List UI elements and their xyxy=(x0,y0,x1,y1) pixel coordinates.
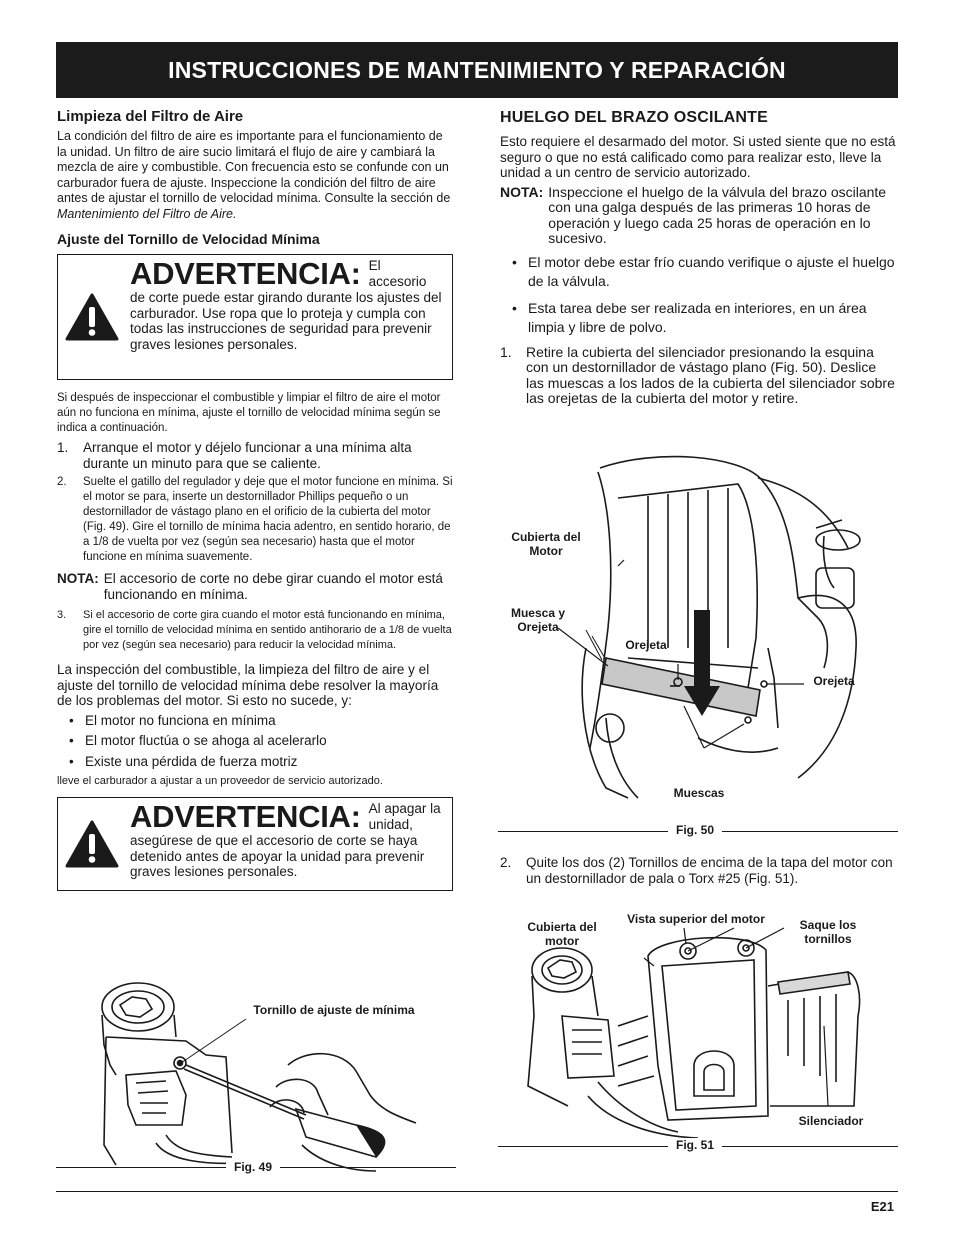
rocker-arm-heading: HUELGO DEL BRAZO OSCILANTE xyxy=(500,109,769,126)
list-item: • El motor fluctúa o se ahoga al acelerarlo xyxy=(69,733,327,748)
after-list-text: lleve el carburador a ajustar a un proveedor de servicio autorizado. xyxy=(57,775,383,787)
fig51-label-engine-cover: Cubierta del motor xyxy=(527,920,597,948)
list-item: • Esta tarea debe ser realizada en interiores, en un área limpia y libre de polvo. xyxy=(512,299,867,335)
fig51-label-top-view: Vista superior del motor xyxy=(627,912,765,926)
footer-rule xyxy=(56,1191,898,1192)
air-filter-reference: Mantenimiento del Filtro de Aire. xyxy=(57,206,237,221)
fig51-caption: Fig. 51 xyxy=(668,1138,722,1152)
warning-triangle-icon xyxy=(58,798,126,890)
fig50-caption: Fig. 50 xyxy=(668,823,722,837)
list-item: • El motor no funciona en mínima xyxy=(69,712,276,728)
warning-1-word: ADVERTENCIA: xyxy=(130,256,361,291)
fig50-label-engine-cover: Cubierta del Motor xyxy=(511,530,581,558)
figure-49 xyxy=(56,975,456,1175)
warning-2-text: asegúrese de que el accesorio de corte se haya detenido antes de apoyar la unidad para prevenir graves lesiones personales. xyxy=(130,833,425,879)
warning-box-1 xyxy=(57,254,453,380)
page-header-banner xyxy=(56,42,898,98)
warning-1-text: de corte puede estar girando durante los ajustes del carburador. Use ropa que lo proteja y cumpla con todas las instrucciones de seguridad para prevenir graves lesiones personales. xyxy=(130,290,442,352)
fig50-label-notches: Muescas xyxy=(673,786,725,800)
page-title: INSTRUCCIONES DE MANTENIMIENTO Y REPARACIÓN xyxy=(168,56,786,83)
idle-step-1: 1. Arranque el motor y déjelo funcionar a una mínima alta durante un minuto para que se caliente. xyxy=(57,440,412,471)
list-item: • El motor debe estar frío cuando verifique o ajuste el huelgo de la válvula. xyxy=(512,253,895,289)
air-filter-text: La condición del filtro de aire es importante para el funcionamiento de la unidad. Un filtro de aire sucio limitará el flujo de aire y cambiará la mezcla de aire y combustible. Con frecuencia esto se confunde con un carburador fuera de ajuste. Inspeccione la condición del filtro de aire antes de ajustar el tornillo de velocidad mínima. Consulte la sección de xyxy=(57,129,451,205)
idle-step-3: 3. Si el accesorio de corte gira cuando el motor está funcionando en mínima, gire el tornillo de velocidad mínima en sentido antihorario de a 1/8 de vuelta por vez (según sea necesario) para reducir la velocidad mínima. xyxy=(57,609,452,651)
warning-2-word: ADVERTENCIA: xyxy=(130,799,361,834)
page-number: E21 xyxy=(870,1199,894,1214)
air-filter-paragraph xyxy=(57,129,453,222)
fig50-label-tab-left: Orejeta xyxy=(625,638,667,652)
idle-screw-heading: Ajuste del Tornillo de Velocidad Mínima xyxy=(57,231,320,247)
rocker-bullets xyxy=(500,253,896,337)
rocker-step-2: 2. Quite los dos (2) Tornillos de encima de la tapa del motor con un destornillador de pala o Torx #25 (Fig. 51). xyxy=(500,855,893,886)
rocker-nota: NOTA: Inspeccione el huelgo de la válvula del brazo oscilante con una galga después de las primeras 10 horas de operación y luego cada 25 horas de operación en lo sucesivo. xyxy=(500,183,887,246)
warning-triangle-icon xyxy=(58,255,126,379)
fig49-label-idle-screw: Tornillo de ajuste de mínima xyxy=(253,1003,415,1017)
symptom-list xyxy=(57,713,453,770)
left-column xyxy=(57,108,453,891)
idle-intro-text: Si después de inspeccionar el combustible y limpiar el filtro de aire el motor aún no funciona en mínima, ajuste el tornillo de velocidad mínima según se indica a continuación. xyxy=(57,392,441,434)
idle-nota: NOTA: El accesorio de corte no debe girar cuando el motor está funcionando en mínima. xyxy=(57,571,443,602)
list-item: • Existe una pérdida de fuerza motriz xyxy=(69,753,298,769)
idle-step-2: 2. Suelte el gatillo del regulador y deje que el motor funcione en mínima. Si el motor se para, inserte un destornillador Phillips pequeño o un destornillador de vástago plano en el orificio de la cubierta del motor (Fig. 49). Gire el tornillo de mínima hacia adentro, en sentido horario, de a 1/8 de vuelta por vez (según sea necesario) hasta que el motor funcione en mínima suavemente. xyxy=(57,476,453,563)
rocker-intro-text: Esto requiere el desarmado del motor. Si usted siente que no está seguro o que no está calificado como para realizar esto, lleve la unidad a un centro de servicio autorizado. xyxy=(500,134,896,180)
figure-50 xyxy=(498,448,898,838)
warning-2-lead: Al apagar la unidad, xyxy=(368,801,441,832)
rocker-step-1: 1. Retire la cubierta del silenciador presionando la esquina con un destornillador de vástago plano (Fig. 50). Deslice las muescas a los lados de la cubierta del silenciador sobre las orejetas de la cubierta del motor y retire. xyxy=(500,343,895,406)
fig50-label-tab-right: Orejeta xyxy=(813,674,855,688)
right-column xyxy=(500,108,896,407)
fig49-caption: Fig. 49 xyxy=(226,1160,280,1174)
warning-box-2 xyxy=(57,797,453,891)
summary-text: La inspección del combustible, la limpieza del filtro de aire y el ajuste del tornillo de velocidad mínima debe resolver la mayoría de los problemas del motor. Si esto no sucede, y: xyxy=(57,662,439,708)
warning-1-lead: El accesorio xyxy=(368,258,427,289)
figure-51 xyxy=(498,906,898,1156)
fig51-label-muffler: Silenciador xyxy=(798,1114,864,1128)
fig51-label-remove-screws: Saque los tornillos xyxy=(799,918,857,946)
air-filter-heading: Limpieza del Filtro de Aire xyxy=(57,108,244,125)
fig50-label-notch-tab: Muesca y Orejeta xyxy=(510,606,566,634)
